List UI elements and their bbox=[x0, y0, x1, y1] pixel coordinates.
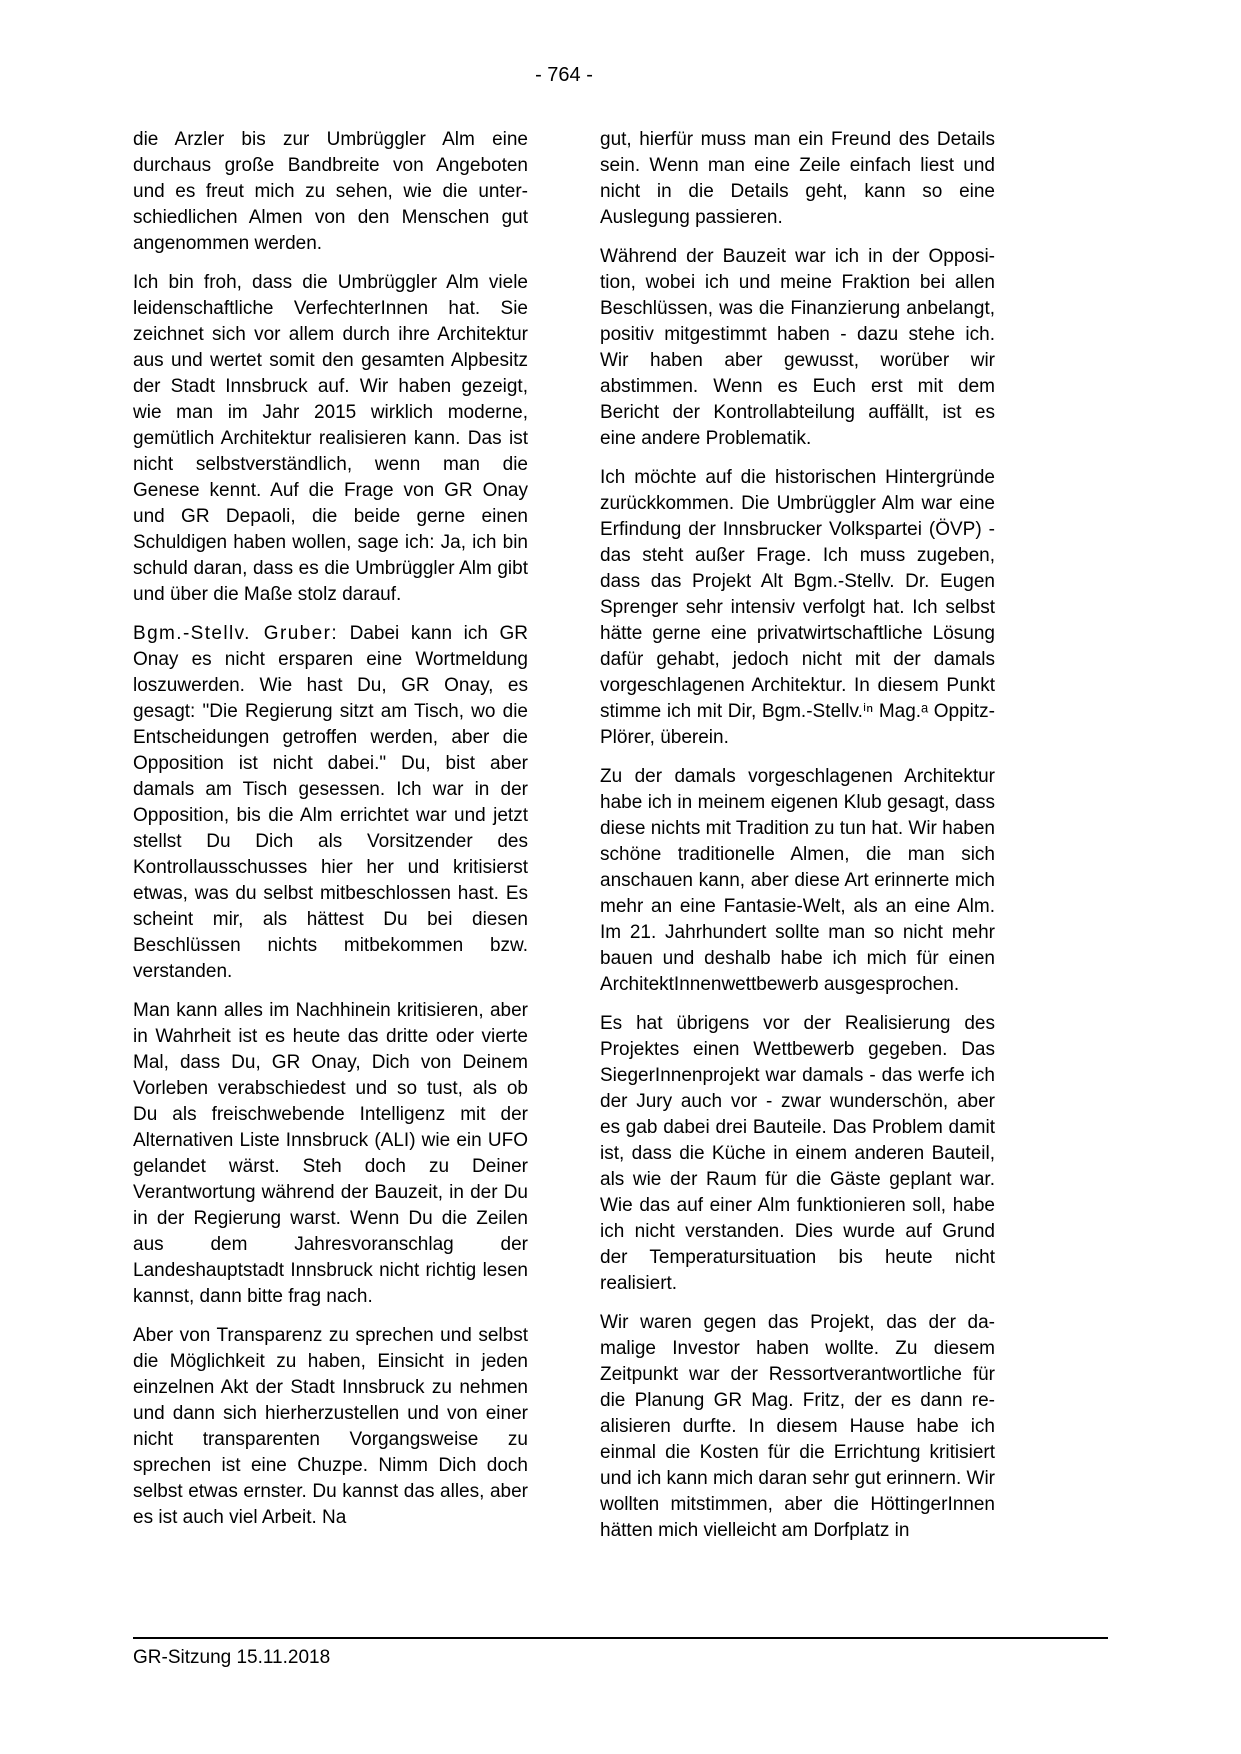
right-column bbox=[600, 127, 995, 1557]
paragraph: Aber von Transparenz zu sprechen und selbst die Möglichkeit zu haben, Einsicht in jeden einzelnen Akt der Stadt Innsbruck zu nehmen und dann sich hierherzustellen und von einer nicht transparenten Vorgangsweise zu sprechen ist eine Chuzpe. Nimm Dich doch selbst etwas ernster. Du kannst das alles, aber es ist auch viel Arbeit. Na bbox=[133, 1325, 528, 1528]
paragraph: Es hat übrigens vor der Realisierung des Projektes einen Wettbewerb gegeben. Das SiegerInnenprojekt war damals - das werfe ich der Jury auch vor - zwar wunderschön, aber es gab dabei drei Bauteile. Das Problem damit ist, dass die Küche in einem anderen Bauteil, als wie der Raum für die Gäste geplant war. Wie das auf einer Alm funktionieren soll, habe ich nicht verstanden. Dies wurde auf Grund der Temperatursituation bis heute nicht realisiert. bbox=[600, 1013, 995, 1294]
paragraph: Man kann alles im Nachhinein kritisieren, aber in Wahrheit ist es heute das dritte oder vierte Mal, dass Du, GR Onay, Dich von Deinem Vorleben verabschiedest und so tust, als ob Du als freischwebende Intelligenz mit der Alternativen Liste Innsbruck (ALI) wie ein UFO gelandet wärst. Steh doch zu Deiner Verantwortung während der Bauzeit, in der Du in der Regierung warst. Wenn Du die Zeilen aus dem Jahresvoranschlag der Landeshauptstadt Innsbruck nicht richtig lesen kannst, dann bitte frag nach. bbox=[133, 1000, 528, 1307]
paragraph: Ich möchte auf die historischen Hintergründe zurückkommen. Die Umbrüggler Alm war eine Erfindung der Innsbrucker Volkspartei (ÖVP) - das steht außer Frage. Ich muss zugeben, dass das Projekt Alt Bgm.-Stellv. Dr. Eugen Sprenger sehr intensiv verfolgt hat. Ich selbst hätte gerne eine privatwirtschaftliche Lösung dafür gehabt, jedoch nicht mit der damals vorgeschlagenen Architektur. In diesem Punkt stimme ich mit Dir, Bgm.-Stellv.ⁱⁿ Mag.ᵃ Oppitz-Plörer, überein. bbox=[600, 467, 995, 748]
page-footer bbox=[133, 1637, 1108, 1670]
paragraph: die Arzler bis zur Umbrüggler Alm eine durchaus große Bandbreite von Angeboten und es freut mich zu sehen, wie die unterschiedlichen Almen von den Menschen gut angenommen werden. bbox=[133, 129, 528, 254]
paragraph: Ich bin froh, dass die Umbrüggler Alm viele leidenschaftliche VerfechterInnen hat. Sie zeichnet sich vor allem durch ihre Architektur aus und wertet somit den gesamten Alpbesitz der Stadt Innsbruck auf. Wir haben gezeigt, wie man im Jahr 2015 wirklich moderne, gemütlich Architektur realisieren kann. Das ist nicht selbstverständlich, wenn man die Genese kennt. Auf die Frage von GR Onay und GR Depaoli, die beide gerne einen Schuldigen haben wollen, sage ich: Ja, ich bin schuld daran, dass es die Umbrüggler Alm gibt und über die Maße stolz darauf. bbox=[133, 272, 528, 605]
speaker-name: Bgm.-Stellv. Gruber: bbox=[133, 623, 339, 644]
footer-text: GR-Sitzung 15.11.2018 bbox=[133, 1647, 331, 1668]
left-column bbox=[133, 127, 528, 1557]
paragraph: gut, hierfür muss man ein Freund des Details sein. Wenn man eine Zeile einfach liest und nicht in die Details geht, kann so eine Auslegung passieren. bbox=[600, 129, 995, 228]
page-number: - 764 - bbox=[535, 64, 593, 86]
text-columns bbox=[133, 127, 995, 1557]
paragraph: Wir waren gegen das Projekt, das der damalige Investor haben wollte. Zu diesem Zeitpunkt war der Ressortverantwortliche für die Planung GR Mag. Fritz, der es dann realisieren durfte. In diesem Hause habe ich einmal die Kosten für die Errichtung kritisiert und ich kann mich daran sehr gut erinnern. Wir wollten mitstimmen, aber die HöttingerInnen hätten mich vielleicht am Dorfplatz in bbox=[600, 1312, 995, 1541]
paragraph-with-speaker bbox=[133, 621, 528, 985]
speech-text: Dabei kann ich GR Onay es nicht ersparen eine Wortmeldung loszuwerden. Wie hast Du, GR Onay, es gesagt: "Die Regierung sitzt am Tisch, wo die Entscheidungen getroffen werden, aber die Opposition ist nicht dabei." Du, bist aber damals am Tisch gesessen. Ich war in der Opposition, bis die Alm errichtet war und jetzt stellst Du Dich als Vorsitzender des Kontrollausschusses hier her und kritisierst etwas, was du selbst mitbeschlossen hast. Es scheint mir, als hättest Du bei diesen Beschlüssen nichts mitbekommen bzw. verstanden. bbox=[133, 623, 529, 982]
paragraph: Während der Bauzeit war ich in der Opposition, wobei ich und meine Fraktion bei allen Beschlüssen, was die Finanzierung anbelangt, positiv mitgestimmt haben - dazu stehe ich. Wir haben aber gewusst, worüber wir abstimmen. Wenn es Euch erst mit dem Bericht der Kontrollabteilung auffällt, ist es eine andere Problematik. bbox=[600, 246, 995, 449]
paragraph: Zu der damals vorgeschlagenen Architektur habe ich in meinem eigenen Klub gesagt, dass diese nichts mit Tradition zu tun hat. Wir haben schöne traditionelle Almen, die man sich anschauen kann, aber diese Art erinnerte mich mehr an eine Fantasie-Welt, als an eine Alm. Im 21. Jahrhundert sollte man so nicht mehr bauen und deshalb habe ich mich für einen ArchitektInnenwettbewerb ausgesprochen. bbox=[600, 766, 995, 995]
